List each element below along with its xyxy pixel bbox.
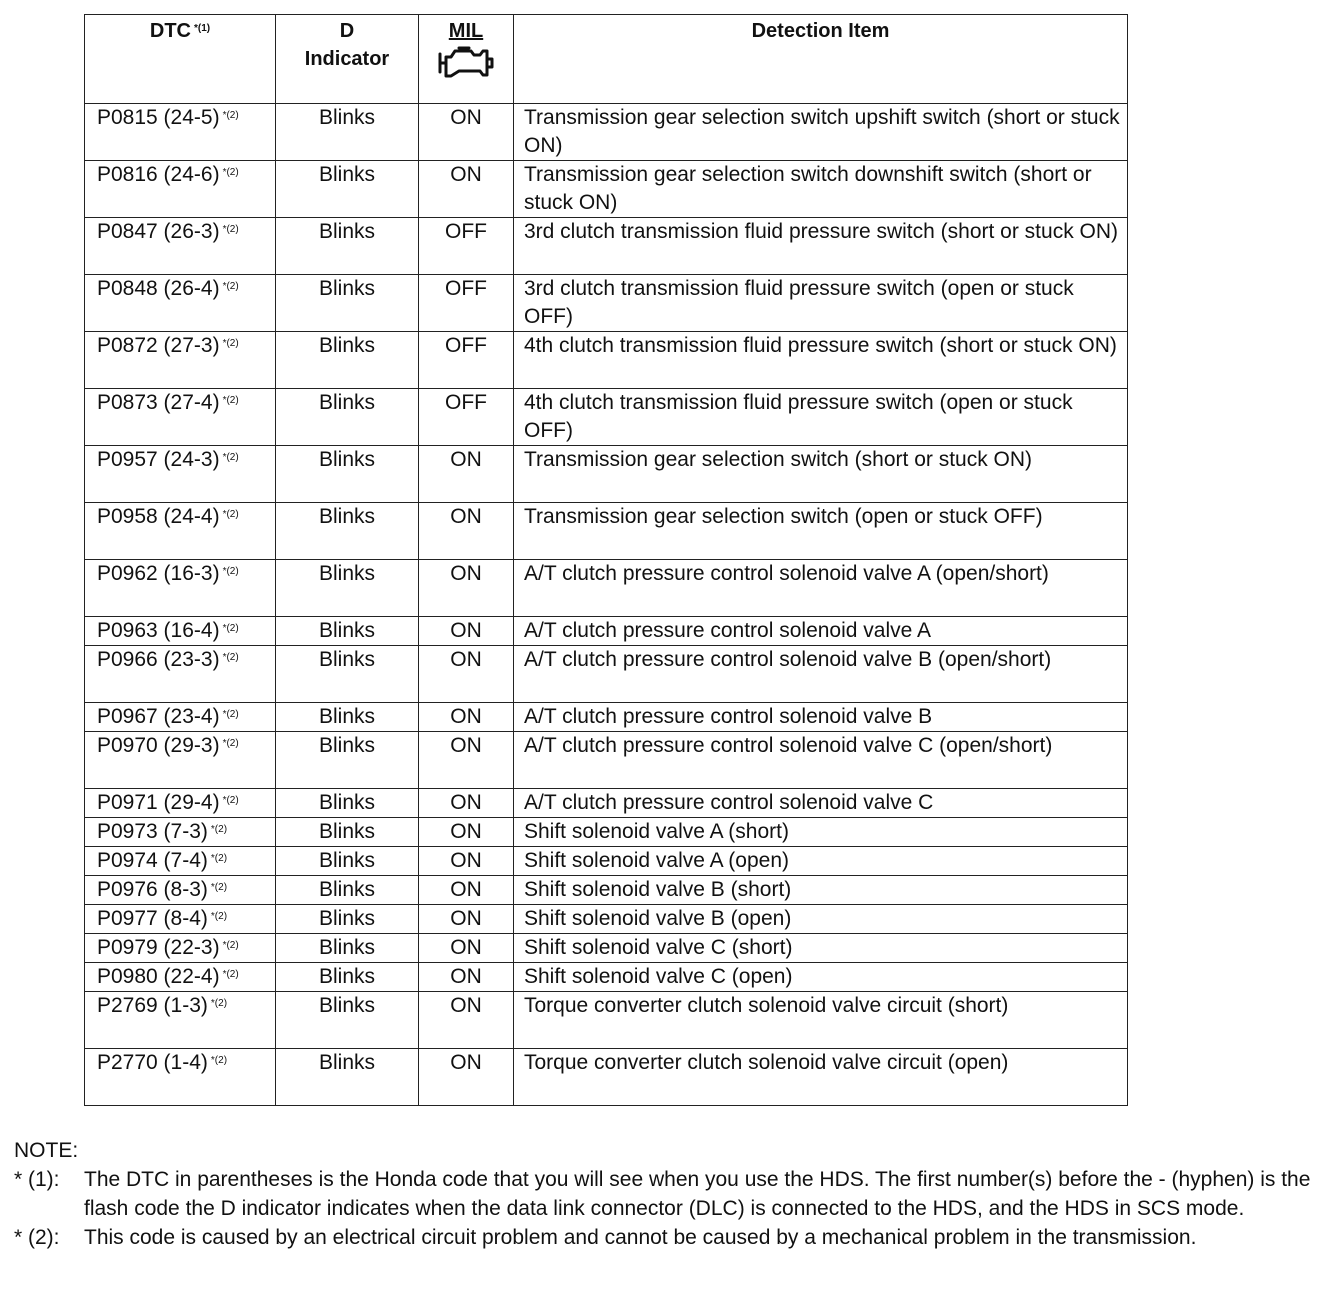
- dtc-code: P0963 (16-4): [97, 619, 220, 642]
- detection-cell: 4th clutch transmission fluid pressure switch (short or stuck ON): [514, 332, 1128, 389]
- indicator-cell: Blinks: [276, 1049, 419, 1106]
- indicator-cell: Blinks: [276, 446, 419, 503]
- indicator-cell: Blinks: [276, 161, 419, 218]
- dtc-table: [84, 14, 1128, 1106]
- dtc-footnote-ref: *(2): [222, 395, 239, 406]
- table-row: [85, 963, 1128, 992]
- mil-cell: ON: [419, 934, 514, 963]
- dtc-code: P0957 (24-3): [97, 448, 220, 471]
- dtc-code: P0973 (7-3): [97, 820, 208, 843]
- detection-cell: 3rd clutch transmission fluid pressure switch (open or stuck OFF): [514, 275, 1128, 332]
- table-row: [85, 876, 1128, 905]
- detection-cell: A/T clutch pressure control solenoid valve A: [514, 617, 1128, 646]
- table-row: [85, 703, 1128, 732]
- mil-cell: ON: [419, 876, 514, 905]
- dtc-footnote-ref: *(2): [222, 652, 239, 663]
- mil-cell: OFF: [419, 275, 514, 332]
- dtc-cell: [85, 818, 276, 847]
- indicator-cell: Blinks: [276, 275, 419, 332]
- dtc-footnote-ref: *(2): [222, 224, 239, 235]
- dtc-footnote-ref: *(2): [222, 940, 239, 951]
- dtc-cell: [85, 847, 276, 876]
- table-row: [85, 560, 1128, 617]
- dtc-footnote-ref: *(2): [222, 509, 239, 520]
- dtc-code: P2769 (1-3): [97, 994, 208, 1017]
- detection-cell: 3rd clutch transmission fluid pressure switch (short or stuck ON): [514, 218, 1128, 275]
- table-row: [85, 161, 1128, 218]
- mil-cell: ON: [419, 446, 514, 503]
- dtc-code: P0966 (23-3): [97, 648, 220, 671]
- indicator-cell: Blinks: [276, 218, 419, 275]
- dtc-code: P0848 (26-4): [97, 277, 220, 300]
- dtc-footnote-ref: *(2): [210, 998, 228, 1009]
- detection-cell: A/T clutch pressure control solenoid valve C (open/short): [514, 732, 1128, 789]
- detection-cell: Shift solenoid valve B (open): [514, 905, 1128, 934]
- dtc-cell: [85, 732, 276, 789]
- dtc-footnote-ref: *(2): [222, 452, 239, 463]
- detection-cell: A/T clutch pressure control solenoid valve B (open/short): [514, 646, 1128, 703]
- indicator-cell: Blinks: [276, 617, 419, 646]
- detection-column-header: [514, 15, 1128, 104]
- dtc-code: P0971 (29-4): [97, 791, 220, 814]
- indicator-cell: Blinks: [276, 818, 419, 847]
- dtc-footnote-ref: *(2): [222, 969, 239, 980]
- dtc-cell: [85, 389, 276, 446]
- dtc-cell: [85, 992, 276, 1049]
- detection-cell: Transmission gear selection switch (short or stuck ON): [514, 446, 1128, 503]
- dtc-code: P0815 (24-5): [97, 106, 220, 129]
- indicator-cell: Blinks: [276, 646, 419, 703]
- detection-cell: 4th clutch transmission fluid pressure switch (open or stuck OFF): [514, 389, 1128, 446]
- dtc-footnote-ref: *(2): [222, 709, 239, 720]
- detection-cell: Torque converter clutch solenoid valve circuit (short): [514, 992, 1128, 1049]
- indicator-cell: Blinks: [276, 847, 419, 876]
- dtc-code: P0958 (24-4): [97, 505, 220, 528]
- dtc-footnote-ref: *(2): [222, 110, 239, 121]
- dtc-footnote-ref: *(2): [210, 882, 228, 893]
- indicator-cell: Blinks: [276, 703, 419, 732]
- dtc-code: P0970 (29-3): [97, 734, 220, 757]
- note-item-2-text: This code is caused by an electrical circuit problem and cannot be caused by a mechanical problem in the transmission.: [84, 1226, 1197, 1249]
- mil-cell: ON: [419, 732, 514, 789]
- table-row: [85, 332, 1128, 389]
- indicator-cell: Blinks: [276, 332, 419, 389]
- dtc-table-body: [85, 104, 1128, 1106]
- table-row: [85, 446, 1128, 503]
- note-item-2-mark: * (2):: [14, 1226, 60, 1249]
- dtc-cell: [85, 905, 276, 934]
- table-row: [85, 934, 1128, 963]
- indicator-cell: Blinks: [276, 992, 419, 1049]
- dtc-code: P0967 (23-4): [97, 705, 220, 728]
- mil-cell: ON: [419, 703, 514, 732]
- detection-cell: Torque converter clutch solenoid valve circuit (open): [514, 1049, 1128, 1106]
- mil-column-header: [419, 15, 514, 104]
- note-item-2: [14, 1223, 1314, 1252]
- detection-cell: Shift solenoid valve A (short): [514, 818, 1128, 847]
- dtc-code: P0979 (22-3): [97, 936, 220, 959]
- table-header-row: [85, 15, 1128, 104]
- dtc-footnote-ref: *(2): [222, 623, 239, 634]
- table-row: [85, 389, 1128, 446]
- dtc-cell: [85, 646, 276, 703]
- dtc-cell: [85, 703, 276, 732]
- dtc-code: P0873 (27-4): [97, 391, 220, 414]
- indicator-cell: Blinks: [276, 732, 419, 789]
- indicator-cell: Blinks: [276, 905, 419, 934]
- mil-cell: OFF: [419, 332, 514, 389]
- dtc-cell: [85, 1049, 276, 1106]
- table-row: [85, 732, 1128, 789]
- dtc-cell: [85, 934, 276, 963]
- note-item-1: [14, 1165, 1314, 1223]
- dtc-code: P0816 (24-6): [97, 163, 220, 186]
- indicator-header-line2: Indicator: [304, 48, 390, 70]
- table-row: [85, 104, 1128, 161]
- dtc-cell: [85, 560, 276, 617]
- dtc-footnote-ref: *(2): [210, 1055, 228, 1066]
- dtc-cell: [85, 503, 276, 560]
- detection-cell: Shift solenoid valve B (short): [514, 876, 1128, 905]
- mil-cell: OFF: [419, 389, 514, 446]
- indicator-cell: Blinks: [276, 503, 419, 560]
- dtc-footnote-ref: *(2): [222, 338, 239, 349]
- dtc-footnote-ref: *(2): [222, 795, 239, 806]
- dtc-footnote-ref: *(2): [222, 167, 239, 178]
- mil-cell: ON: [419, 818, 514, 847]
- dtc-code: P0962 (16-3): [97, 562, 220, 585]
- indicator-cell: Blinks: [276, 934, 419, 963]
- indicator-cell: Blinks: [276, 560, 419, 617]
- dtc-footnote-ref: *(2): [210, 824, 228, 835]
- detection-cell: Shift solenoid valve A (open): [514, 847, 1128, 876]
- dtc-code: P0976 (8-3): [97, 878, 208, 901]
- indicator-cell: Blinks: [276, 389, 419, 446]
- detection-cell: Transmission gear selection switch (open or stuck OFF): [514, 503, 1128, 560]
- table-row: [85, 905, 1128, 934]
- dtc-code: P0980 (22-4): [97, 965, 220, 988]
- dtc-column-header: [85, 15, 276, 104]
- detection-cell: Shift solenoid valve C (open): [514, 963, 1128, 992]
- note-heading: NOTE:: [14, 1139, 79, 1162]
- table-row: [85, 275, 1128, 332]
- detection-cell: Shift solenoid valve C (short): [514, 934, 1128, 963]
- detection-cell: A/T clutch pressure control solenoid valve C: [514, 789, 1128, 818]
- detection-cell: A/T clutch pressure control solenoid valve A (open/short): [514, 560, 1128, 617]
- table-row: [85, 1049, 1128, 1106]
- table-row: [85, 789, 1128, 818]
- dtc-code: P0977 (8-4): [97, 907, 208, 930]
- check-engine-icon: [437, 45, 495, 79]
- mil-cell: ON: [419, 503, 514, 560]
- detection-cell: Transmission gear selection switch downshift switch (short or stuck ON): [514, 161, 1128, 218]
- dtc-code: P0974 (7-4): [97, 849, 208, 872]
- table-row: [85, 847, 1128, 876]
- dtc-footnote-ref: *(2): [222, 738, 239, 749]
- table-row: [85, 218, 1128, 275]
- mil-cell: ON: [419, 161, 514, 218]
- dtc-cell: [85, 789, 276, 818]
- indicator-cell: Blinks: [276, 789, 419, 818]
- dtc-footnote-ref: *(2): [222, 566, 239, 577]
- dtc-footnote-ref: *(2): [222, 281, 239, 292]
- dtc-cell: [85, 963, 276, 992]
- mil-cell: ON: [419, 905, 514, 934]
- indicator-header-line1: D: [339, 20, 355, 42]
- dtc-cell: [85, 617, 276, 646]
- indicator-cell: Blinks: [276, 876, 419, 905]
- mil-cell: ON: [419, 646, 514, 703]
- detection-cell: Transmission gear selection switch upshift switch (short or stuck ON): [514, 104, 1128, 161]
- note-item-1-text: The DTC in parentheses is the Honda code that you will see when you use the HDS. The first number(s) before the - (hyphen) is the flash code the D indicator indicates when the data link connector (DLC) is connected to the HDS, and the HDS in SCS mode.: [84, 1168, 1311, 1220]
- note-item-1-mark: * (1):: [14, 1168, 60, 1191]
- dtc-cell: [85, 876, 276, 905]
- mil-cell: ON: [419, 789, 514, 818]
- dtc-footnote-ref: *(2): [210, 853, 228, 864]
- table-row: [85, 617, 1128, 646]
- dtc-cell: [85, 161, 276, 218]
- dtc-code: P2770 (1-4): [97, 1051, 208, 1074]
- indicator-column-header: [276, 15, 419, 104]
- dtc-footnote-ref: *(2): [210, 911, 228, 922]
- detection-cell: A/T clutch pressure control solenoid valve B: [514, 703, 1128, 732]
- mil-header-label: MIL: [448, 20, 484, 42]
- dtc-header-label: DTC: [149, 20, 191, 42]
- detection-header-label: Detection Item: [751, 20, 890, 42]
- mil-cell: OFF: [419, 218, 514, 275]
- table-row: [85, 818, 1128, 847]
- dtc-cell: [85, 275, 276, 332]
- mil-cell: ON: [419, 963, 514, 992]
- mil-cell: ON: [419, 104, 514, 161]
- indicator-cell: Blinks: [276, 104, 419, 161]
- mil-cell: ON: [419, 1049, 514, 1106]
- indicator-cell: Blinks: [276, 963, 419, 992]
- table-row: [85, 646, 1128, 703]
- mil-cell: ON: [419, 992, 514, 1049]
- table-row: [85, 503, 1128, 560]
- mil-cell: ON: [419, 560, 514, 617]
- dtc-cell: [85, 446, 276, 503]
- dtc-cell: [85, 332, 276, 389]
- dtc-header-footnote-ref: *(1): [193, 23, 211, 34]
- note-section: [14, 1136, 1314, 1252]
- table-row: [85, 992, 1128, 1049]
- dtc-cell: [85, 218, 276, 275]
- mil-cell: ON: [419, 847, 514, 876]
- dtc-cell: [85, 104, 276, 161]
- dtc-code: P0872 (27-3): [97, 334, 220, 357]
- mil-cell: ON: [419, 617, 514, 646]
- dtc-code: P0847 (26-3): [97, 220, 220, 243]
